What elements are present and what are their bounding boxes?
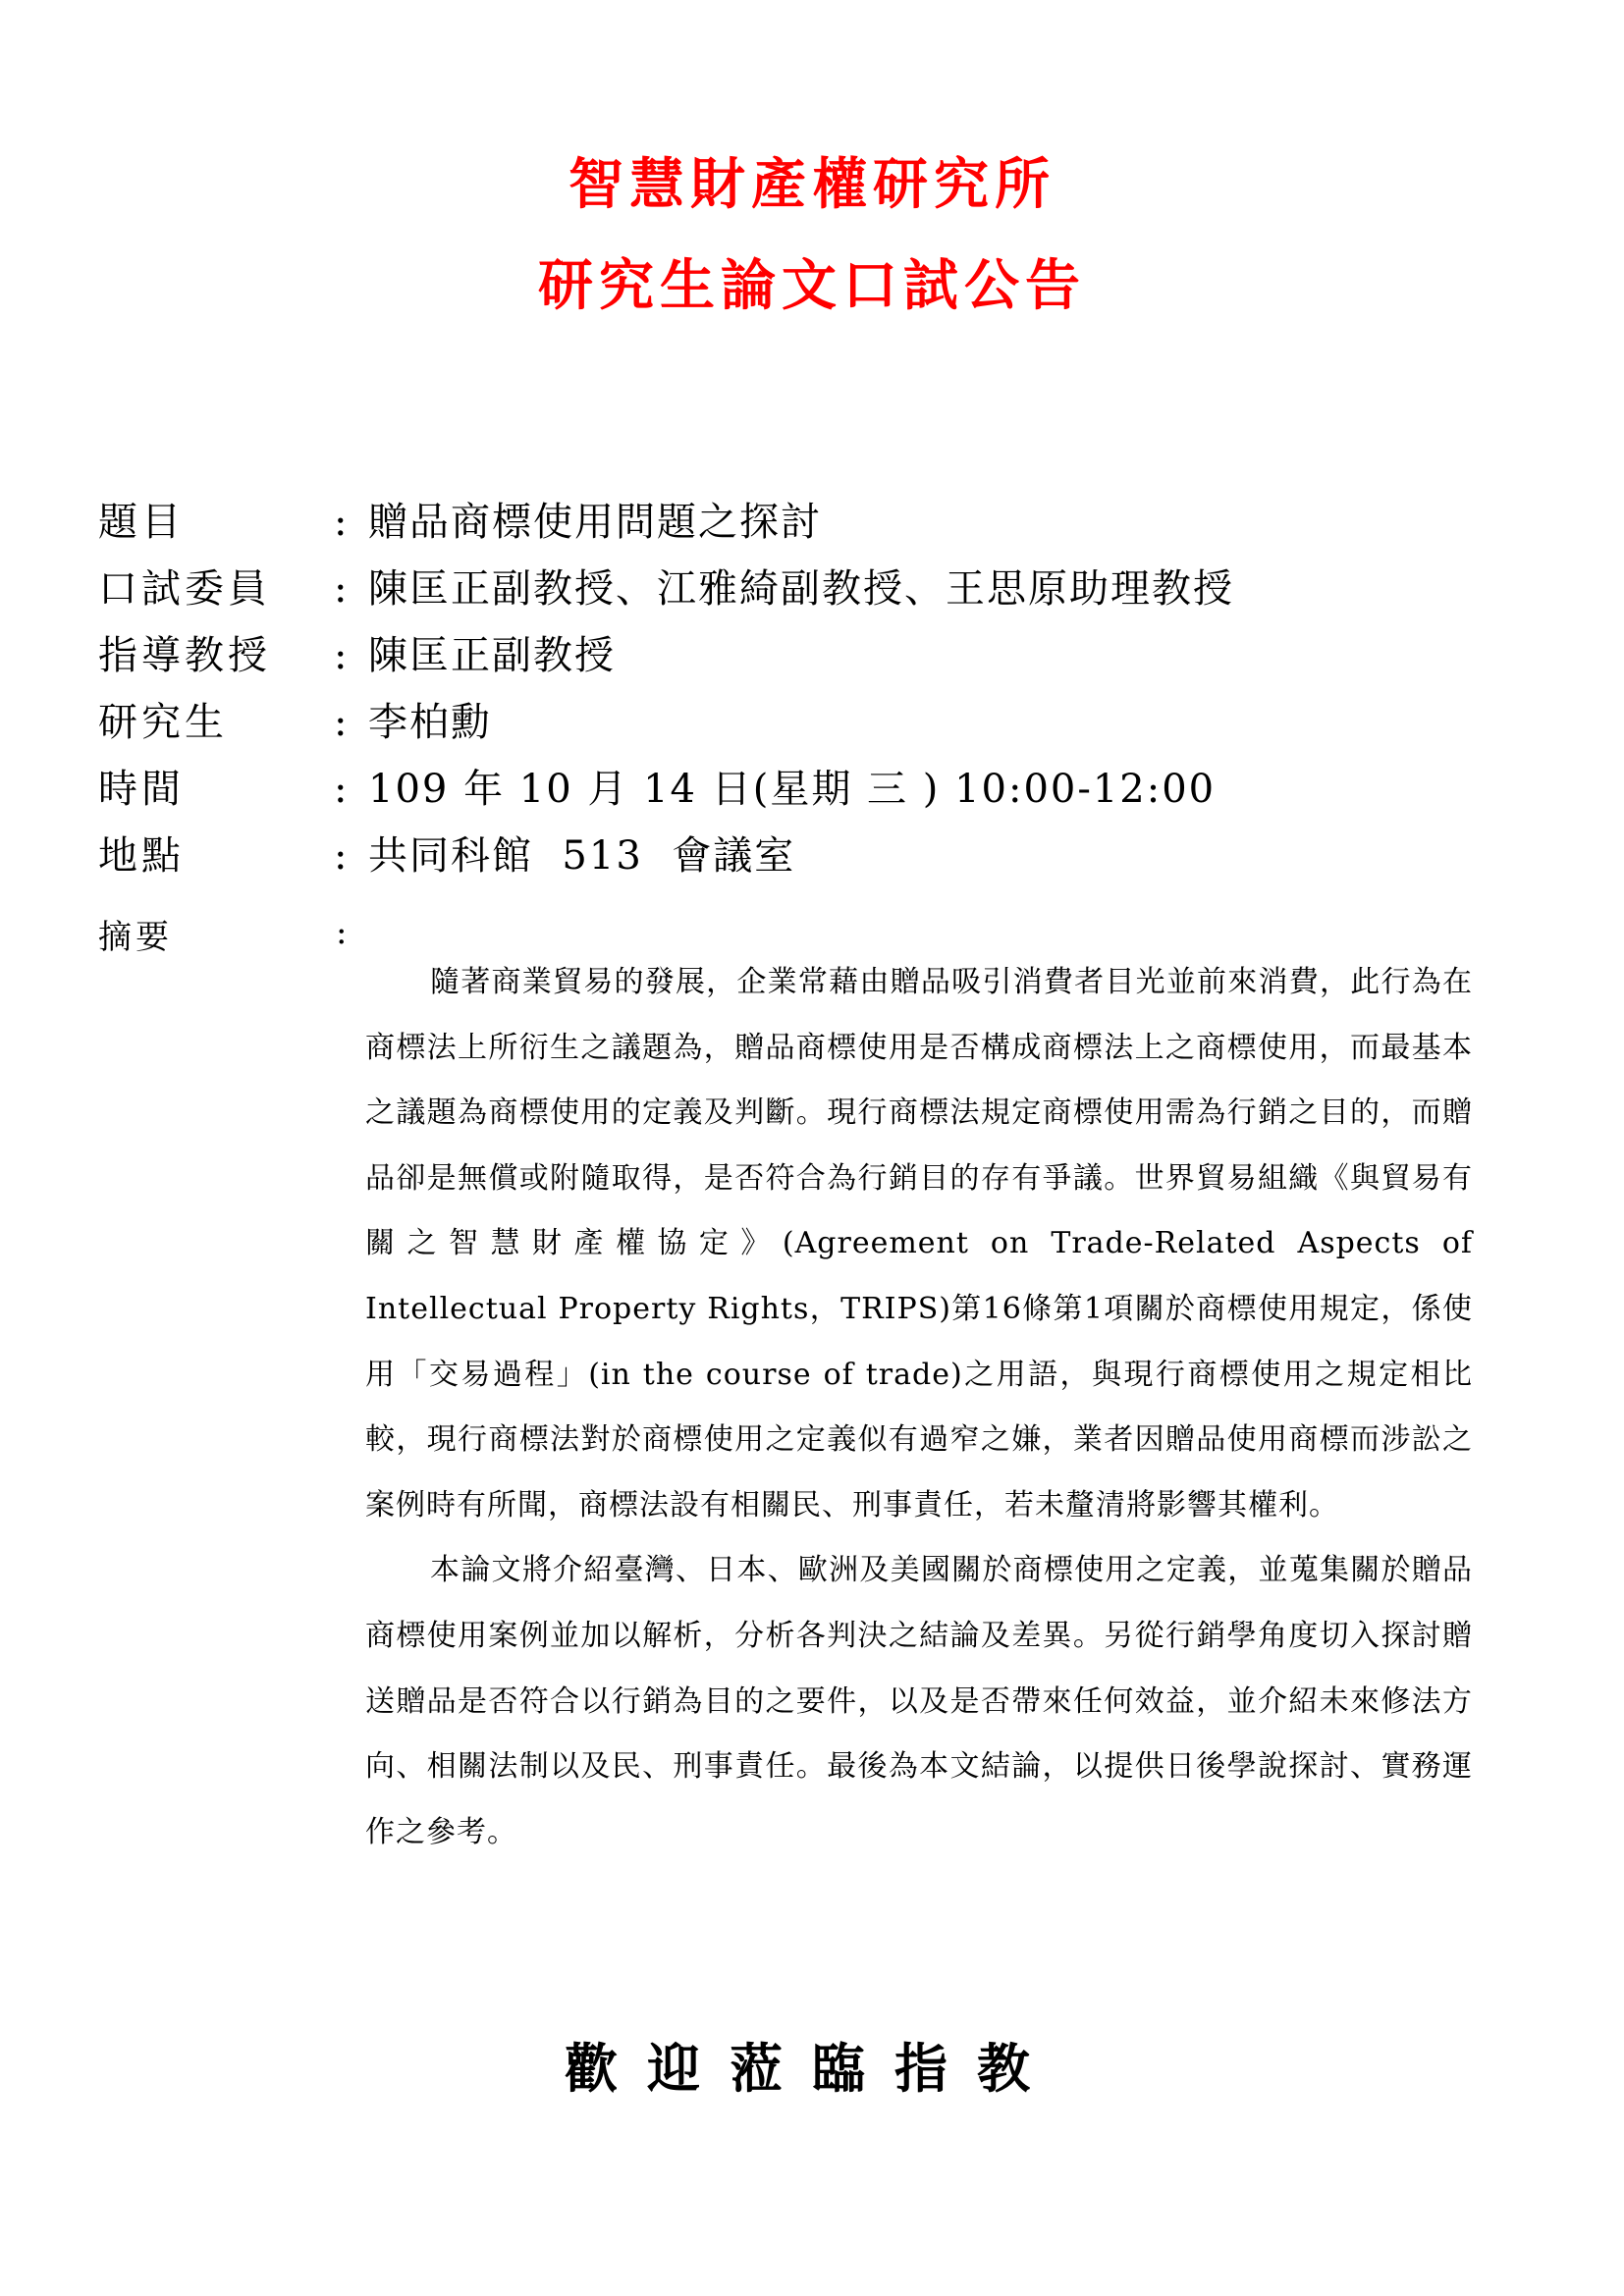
abstract-paragraph-1: 隨著商業貿易的發展，企業常藉由贈品吸引消費者目光並前來消費，此行為在商標法上所衍生之議題為，贈品商標使用是否構成商標法上之商標使用，而最基本之議題為商標使用的定義及判斷。現行商標法規定商標使用需為行銷之目的，而贈品卻是無償或附隨取得，是否符合為行銷目的存有爭議。世界貿易組織《與貿易有關之智慧財產權協定》(Agreement on Trade-Related Aspects of Intellectual Property Rights，TRIPS)第16條第1項關於商標使用規定，係使用「交易過程」(in the course of trade)之用語，與現行商標使用之規定相比較，現行商標法對於商標使用之定義似有過窄之嫌，業者因贈品使用商標而涉訟之案例時有所聞，商標法設有相關民、刑事責任，若未釐清將影響其權利。 [365, 965, 1473, 1522]
committee-value: 陳匡正副教授、江雅綺副教授、王思原助理教授 [368, 566, 1234, 612]
committee-label: 口試委員 [98, 566, 271, 612]
abstract-paragraph-2: 本論文將介紹臺灣、日本、歐洲及美國關於商標使用之定義，並蒐集關於贈品商標使用案例並加以解析，分析各判決之結論及差異。另從行銷學角度切入探討贈送贈品是否符合以行銷為目的之要件，以及是否帶來任何效益，並介紹未來修法方向、相關法制以及民、刑事責任。最後為本文結論，以提供日後學說探討、實務運作之參考。 [365, 1553, 1473, 1849]
topic-value: 贈品商標使用問題之探討 [368, 500, 822, 545]
abstract-body [365, 950, 1473, 1865]
time-colon: : [334, 767, 348, 812]
abstract-label: 摘要 [98, 918, 173, 957]
abstract-colon: : [336, 913, 348, 952]
location-colon: : [334, 833, 348, 879]
topic-label: 題目 [98, 500, 185, 545]
institute-title: 智慧財產權研究所 [568, 152, 1056, 217]
time-label: 時間 [98, 767, 185, 812]
location-value: 共同科館 513 會議室 [368, 833, 796, 879]
location-label: 地點 [98, 833, 185, 879]
advisor-value: 陳匡正副教授 [368, 633, 616, 678]
student-colon: : [334, 700, 348, 745]
announcement-title: 研究生論文口試公告 [538, 253, 1086, 318]
student-label: 研究生 [98, 700, 228, 745]
advisor-label: 指導教授 [98, 633, 271, 678]
welcome-closing: 歡迎蒞臨指教 [565, 2037, 1059, 2100]
committee-colon: : [334, 566, 348, 612]
time-value: 109 年 10 月 14 日(星期 三 ) 10:00-12:00 [368, 767, 1217, 812]
topic-colon: : [334, 500, 348, 545]
advisor-colon: : [334, 633, 348, 678]
student-value: 李柏勳 [368, 700, 492, 745]
